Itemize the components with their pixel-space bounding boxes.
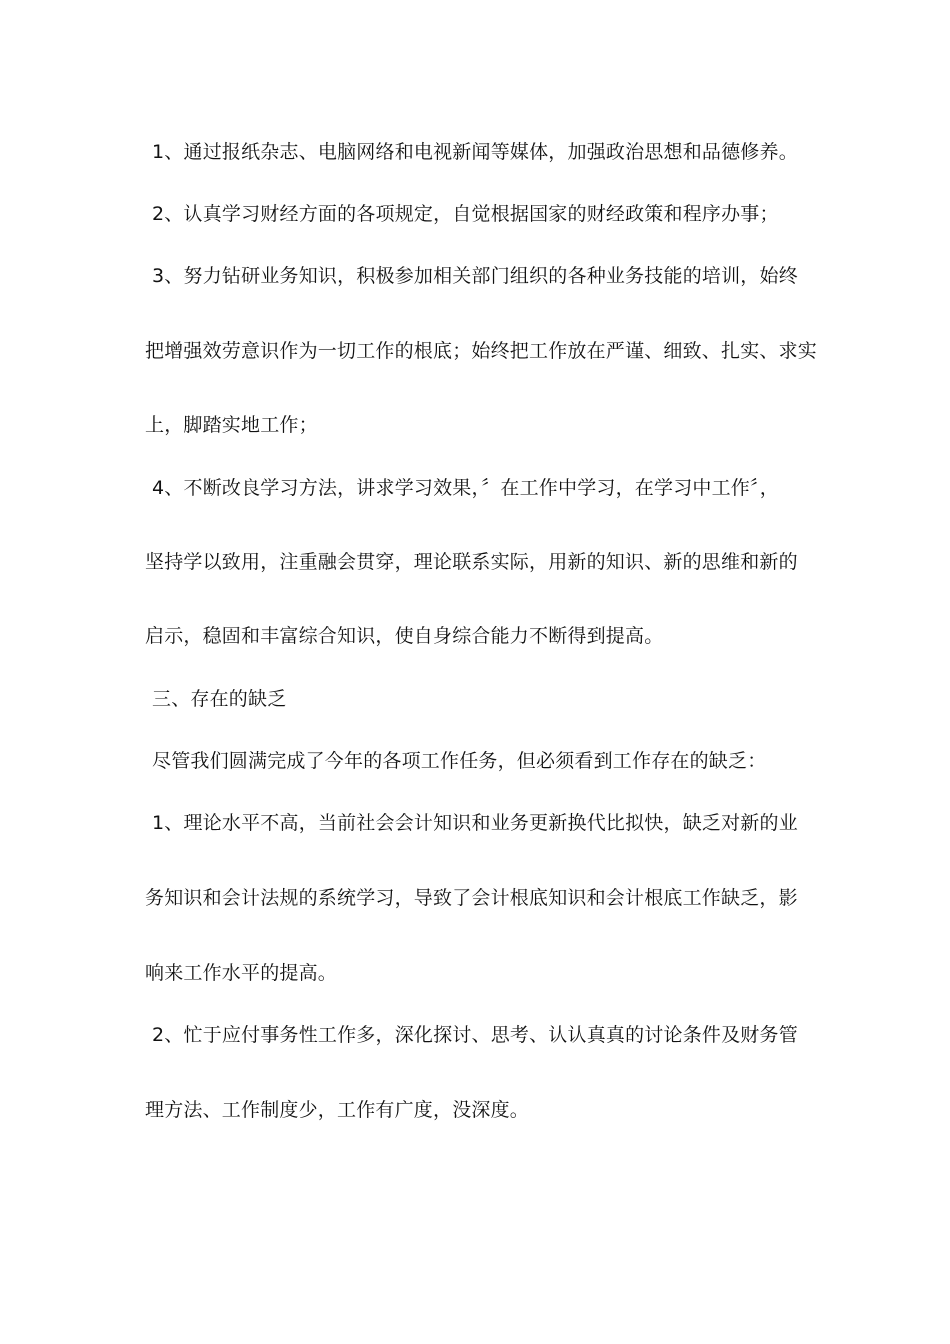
item-4-line-1: 4、不断改良学习方法，讲求学习效果，〞在工作中学习，在学习中工作〞， [152, 477, 779, 499]
shortcoming-1-line-3: 响来工作水平的提高。 [145, 962, 338, 984]
shortcoming-1-line-1: 1、理论水平不高，当前社会会计知识和业务更新换代比拟快，缺乏对新的业 [152, 812, 798, 834]
item-4-line-2: 坚持学以致用，注重融会贯穿，理论联系实际，用新的知识、新的思维和新的 [145, 551, 798, 573]
shortcoming-1-line-2: 务知识和会计法规的系统学习，导致了会计根底知识和会计根底工作缺乏，影 [145, 887, 798, 909]
item-4-line-3: 启示，稳固和丰富综合知识，使自身综合能力不断得到提高。 [145, 625, 664, 647]
shortcoming-2-line-2: 理方法、工作制度少，工作有广度，没深度。 [145, 1099, 530, 1121]
item-1-line: 1、通过报纸杂志、电脑网络和电视新闻等媒体，加强政治思想和品德修养。 [152, 141, 798, 163]
item-3-line-2: 把增强效劳意识作为一切工作的根底；始终把工作放在严谨、细致、扎实、求实 [145, 340, 818, 362]
section-heading: 三、存在的缺乏 [152, 688, 287, 710]
item-3-line-3: 上，脚踏实地工作； [145, 414, 318, 436]
item-2-line: 2、认真学习财经方面的各项规定，自觉根据国家的财经政策和程序办事； [152, 203, 779, 225]
section-intro: 尽管我们圆满完成了今年的各项工作任务，但必须看到工作存在的缺乏： [152, 750, 767, 772]
shortcoming-2-line-1: 2、忙于应付事务性工作多，深化探讨、思考、认认真真的讨论条件及财务管 [152, 1024, 798, 1046]
item-3-line-1: 3、努力钻研业务知识，积极参加相关部门组织的各种业务技能的培训，始终 [152, 265, 798, 287]
